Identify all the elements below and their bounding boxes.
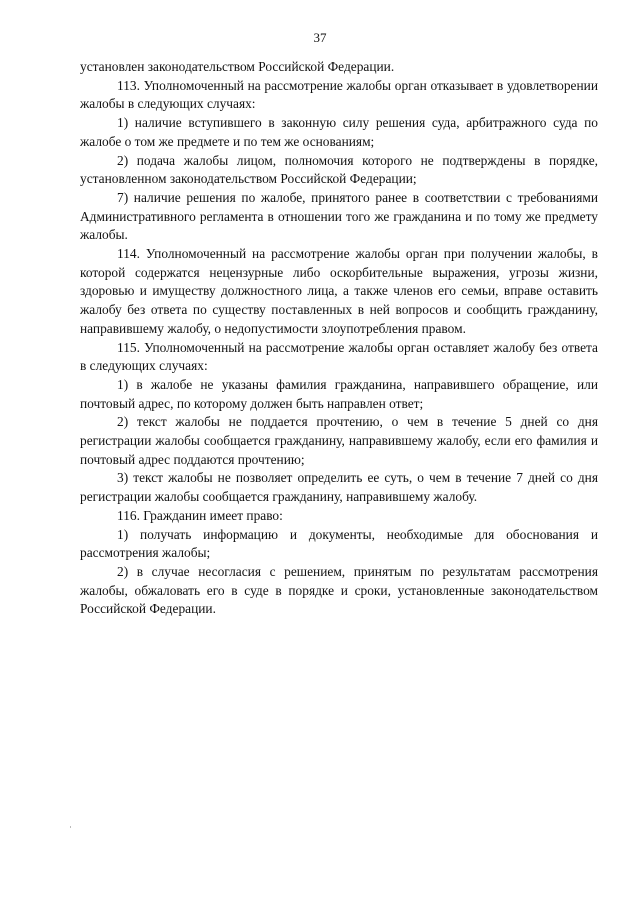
paragraph-item-113-1: 1) наличие вступившего в законную силу решения суда, арбитражного суда по жалобе о том же предмете и по тем же основаниям; (80, 115, 598, 149)
paragraph-item-115-2: 2) текст жалобы не поддается прочтению, о чем в течение 5 дней со дня регистрации жалобы сообщается гражданину, направившему жалобу, если его фамилия и почтовый адрес поддаются прочтению; (80, 414, 598, 467)
paragraph-item-113: 113. Уполномоченный на рассмотрение жалобы орган отказывает в удовлетворении жалобы в следующих случаях: (80, 77, 598, 112)
paragraph-continuation: установлен законодательством Российской Федерации. (80, 59, 395, 74)
paragraph-item-116: 116. Гражданин имеет право: (117, 507, 283, 523)
paragraph-item-115: 115. Уполномоченный на рассмотрение жалобы орган оставляет жалобу без ответа в следующих случаях: (80, 339, 598, 374)
paragraph-item-115-3: 3) текст жалобы не позволяет определить ее суть, о чем в течение 7 дней со дня регистрации жалобы сообщается гражданину, направившему жалобу. (80, 470, 598, 505)
paragraph-item-115-1: 1) в жалобе не указаны фамилия гражданина, направившего обращение, или почтовый адрес, по которому должен быть направлен ответ; (80, 376, 598, 411)
paragraph-item-114: 114. Уполномоченный на рассмотрение жалобы орган при получении жалобы, в которой содержатся нецензурные либо оскорбительные выражения, угрозы жизни, здоровью и имуществу должностного лица, а также членов его семьи, вправе оставить жалобу без ответа по существу поставленных в ней вопросов и сообщить гражданину, направившему жалобу, о недопустимости злоупотребления правом. (80, 246, 598, 336)
page-number: 37 (313, 30, 327, 45)
paragraph-item-116-2: 2) в случае несогласия с решением, принятым по результатам рассмотрения жалобы, обжаловать его в суде в порядке и сроки, установленные законодательством Российской Федерации. (80, 563, 598, 617)
paragraph-item-116-1: 1) получать информацию и документы, необходимые для обоснования и рассмотрения жалобы; (80, 526, 598, 561)
scan-speck (70, 826, 71, 828)
document-body (80, 58, 598, 619)
paragraph-item-113-7: 7) наличие решения по жалобе, принятого ранее в соответствии с требованиями Административного регламента в отношении того же гражданина и по тому же предмету жалобы. (80, 189, 598, 243)
paragraph-item-113-2: 2) подача жалобы лицом, полномочия которого не подтверждены в порядке, установленном законодательством Российской Федерации; (80, 152, 598, 187)
